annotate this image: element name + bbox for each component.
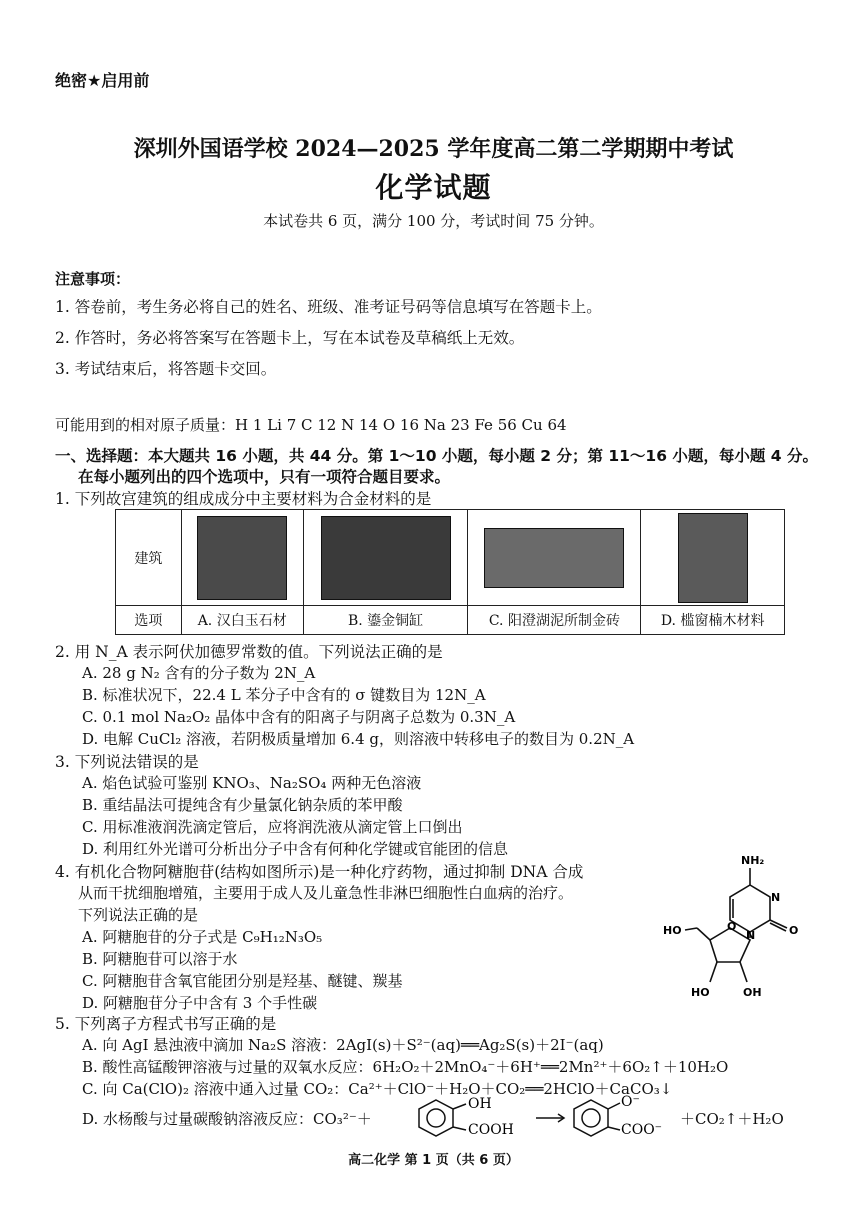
row-label-building: 建筑 [116,510,182,606]
page-footer: 高二化学 第 1 页（共 6 页） [348,1153,519,1168]
exam-meta: 本试卷共 6 页，满分 100 分，考试时间 75 分钟。 [263,212,604,230]
hydroxyl-label: OH [743,986,762,999]
hydroxyl-label: HO [691,986,710,999]
cytarabine-structure-diagram [655,850,815,1010]
ring-n-label: N [771,891,781,904]
question-3-option-c: C. 用标准液润洗滴定管后，应将润洗液从滴定管上口倒出 [82,818,463,836]
atomic-masses: 可能用到的相对原子质量：H 1 Li 7 C 12 N 14 O 16 Na 23 Fe 56 Cu 64 [55,416,567,434]
cooh-label: COOH [468,1122,514,1138]
question-4-option-a: A. 阿糖胞苷的分子式是 C₉H₁₂N₃O₅ [82,928,323,946]
exam-title: 深圳外国语学校 2024—2025 学年度高二第二学期期中考试 [133,136,734,162]
question-4-option-b: B. 阿糖胞苷可以溶于水 [82,950,238,968]
carbonyl-o-label: O [789,924,799,937]
option-b: B. 鎏金铜缸 [303,606,468,635]
image-gold-brick [468,510,641,606]
question-2-option-a: A. 28 g N₂ 含有的分子数为 2N_A [82,664,316,682]
option-a: A. 汉白玉石材 [181,606,303,635]
question-3-option-a: A. 焰色试验可鉴别 KNO₃、Na₂SO₄ 两种无色溶液 [82,774,422,792]
question-4-option-c: C. 阿糖胞苷含氧官能团分别是羟基、醚键、羰基 [82,972,403,990]
notes-title: 注意事项： [55,270,131,288]
option-c: C. 阳澄湖泥所制金砖 [468,606,641,635]
note-item: 2. 作答时，务必将答案写在答题卡上，写在本试卷及草稿纸上无效。 [55,329,525,347]
hydroxyl-label: HO [663,924,682,937]
question-5-option-b: B. 酸性高锰酸钾溶液与过量的双氧水反应：6H₂O₂＋2MnO₄⁻＋6H⁺══2Mn²⁺＋6O₂↑＋10H₂O [82,1058,729,1076]
salicylic-reaction-diagram [408,1092,708,1138]
question-4-stem-line2: 从而干扰细胞增殖，主要用于成人及儿童急性非淋巴细胞性白血病的治疗。 [78,884,574,902]
image-copper-vat [303,510,468,606]
row-label-option: 选项 [116,606,182,635]
question-2-stem: 2. 用 N_A 表示阿伏加德罗常数的值。下列说法正确的是 [55,643,443,661]
oh-label: OH [468,1096,492,1112]
phenoxide-label: O⁻ [621,1094,640,1110]
question-3-option-b: B. 重结晶法可提纯含有少量氯化钠杂质的苯甲酸 [82,796,403,814]
section-heading: 一、选择题：本大题共 16 小题，共 44 分。第 1～10 小题，每小题 2 分；第 11～16 小题，每小题 4 分。 [55,447,818,465]
question-2-option-d: D. 电解 CuCl₂ 溶液，若阴极质量增加 6.4 g，则溶液中转移电子的数目为 0.2N_A [82,730,635,748]
image-wood-window [641,510,785,606]
question-5-option-d-tail: ＋CO₂↑＋H₂O [680,1110,784,1128]
question-1-table [115,509,785,635]
ether-o-label: O [727,920,737,933]
question-5-option-a: A. 向 AgI 悬浊液中滴加 Na₂S 溶液：2AgI(s)＋S²⁻(aq)══Ag₂S(s)＋2I⁻(aq) [82,1036,604,1054]
question-5-stem: 5. 下列离子方程式书写正确的是 [55,1015,277,1033]
question-3-option-d: D. 利用红外光谱可分析出分子中含有何种化学键或官能团的信息 [82,840,509,858]
section-instruction: 在每小题列出的四个选项中，只有一项符合题目要求。 [78,468,451,486]
question-2-option-b: B. 标准状况下，22.4 L 苯分子中含有的 σ 键数目为 12N_A [82,686,486,704]
ring-n-label: N [746,929,756,942]
question-5-option-d: D. 水杨酸与过量碳酸钠溶液反应：CO₃²⁻＋ [82,1110,372,1128]
question-4-stem-line1: 4. 有机化合物阿糖胞苷(结构如图所示)是一种化疗药物，通过抑制 DNA 合成 [55,863,584,881]
question-1-stem: 1. 下列故宫建筑的组成成分中主要材料为合金材料的是 [55,490,432,508]
subject-title: 化学试题 [375,171,492,204]
note-item: 3. 考试结束后，将答题卡交回。 [55,360,277,378]
note-item: 1. 答卷前，考生务必将自己的姓名、班级、准考证号码等信息填写在答题卡上。 [55,298,602,316]
question-4-stem-line3: 下列说法正确的是 [78,906,199,924]
question-4-option-d: D. 阿糖胞苷分子中含有 3 个手性碳 [82,994,318,1012]
nh2-label: NH₂ [741,854,765,867]
question-5-option-c: C. 向 Ca(ClO)₂ 溶液中通入过量 CO₂：Ca²⁺＋ClO⁻＋H₂O＋CO₂══2HClO＋CaCO₃↓ [82,1080,673,1098]
carboxylate-label: COO⁻ [621,1122,663,1138]
confidential-mark: 绝密★启用前 [55,71,150,90]
question-3-stem: 3. 下列说法错误的是 [55,753,199,771]
question-2-option-c: C. 0.1 mol Na₂O₂ 晶体中含有的阳离子与阴离子总数为 0.3N_A [82,708,516,726]
option-d: D. 槛窗楠木材料 [641,606,785,635]
image-jade-stone [181,510,303,606]
